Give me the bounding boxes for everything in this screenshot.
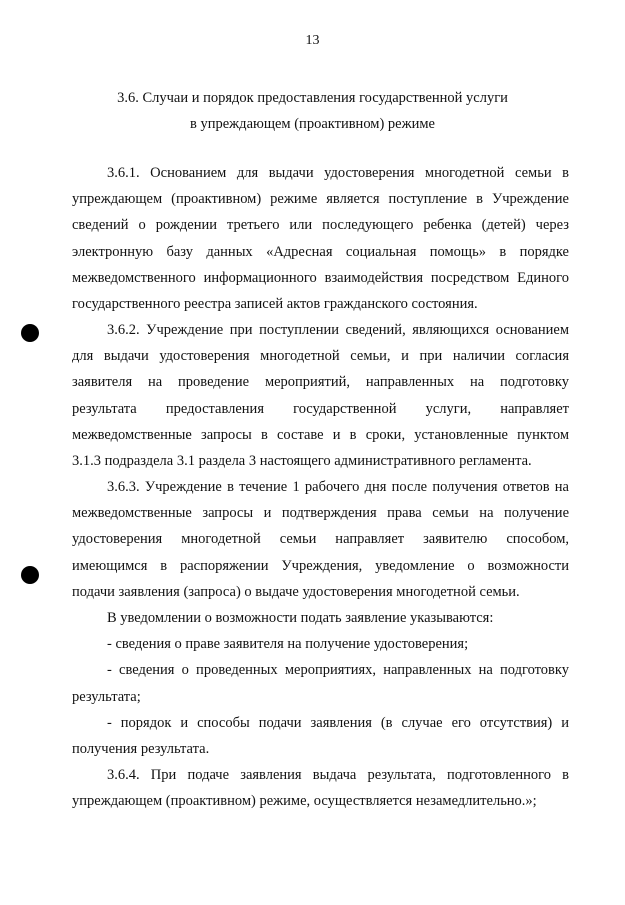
line: 3.1.3 подраздела 3.1 раздела 3 настоящего административного регламента.	[72, 453, 532, 470]
line: 3.6.3. Учреждение в течение 1 рабочего дня после получения ответов на	[107, 479, 569, 495]
line: заявителя на проведение мероприятий, направленных на подготовку	[72, 374, 569, 391]
paragraph-3-6-2	[72, 317, 569, 474]
line: 3.6.2. Учреждение при поступлении сведений, являющихся основанием	[107, 322, 569, 338]
line: упреждающем (проактивном) режиме, осуществляется незамедлительно.»;	[72, 793, 537, 810]
paragraph-3-6-1	[72, 160, 569, 317]
section-heading-line-1: 3.6. Случаи и порядок предоставления государственной услуги	[117, 90, 508, 106]
line: результата предоставления государственной услуги, направляет	[72, 400, 569, 417]
list-item: - порядок и способы подачи заявления (в случае его отсутствия) и	[107, 714, 569, 731]
line: удостоверения многодетной семьи направляет заявителю способом,	[72, 531, 569, 548]
list-item: - сведения о праве заявителя на получение удостоверения;	[107, 636, 469, 653]
line: межведомственного информационного взаимодействия посредством Единого	[72, 269, 569, 286]
line: межведомственные запросы и подтверждения права семьи на получение	[72, 505, 569, 522]
list-item-cont: получения результата.	[72, 741, 210, 758]
line: 3.6.4. При подаче заявления выдача результата, подготовленного в	[107, 767, 569, 783]
paragraph-3-6-4	[72, 762, 569, 814]
paragraph-3-6-3	[72, 474, 569, 605]
list-intro: В уведомлении о возможности подать заявление указываются:	[107, 610, 494, 626]
line: имеющимся в распоряжении Учреждения, уведомление о возможности	[72, 557, 569, 574]
line: подачи заявления (запроса) о выдаче удостоверения многодетной семьи.	[72, 583, 520, 600]
line: межведомственные запросы в составе и в сроки, установленные пунктом	[72, 426, 569, 443]
binder-hole-icon	[21, 566, 39, 584]
list-item: - сведения о проведенных мероприятиях, направленных на подготовку	[107, 662, 569, 679]
line: 3.6.1. Основанием для выдачи удостоверения многодетной семьи в	[107, 165, 569, 181]
binder-hole-icon	[21, 324, 39, 342]
list-item-cont: результата;	[72, 688, 141, 705]
page-number: 13	[305, 33, 320, 48]
line: упреждающем (проактивном) режиме является поступление в Учреждение	[72, 191, 569, 208]
line: электронную базу данных «Адресная социальная помощь» в порядке	[72, 243, 569, 260]
line: для выдачи удостоверения многодетной семьи, и при наличии согласия	[72, 348, 569, 365]
line: сведений о рождении третьего или последующего ребенка (детей) через	[72, 217, 569, 234]
section-heading-line-2: в упреждающем (проактивном) режиме	[190, 116, 435, 132]
line: государственного реестра записей актов гражданского состояния.	[72, 296, 478, 313]
notification-list	[72, 605, 569, 762]
